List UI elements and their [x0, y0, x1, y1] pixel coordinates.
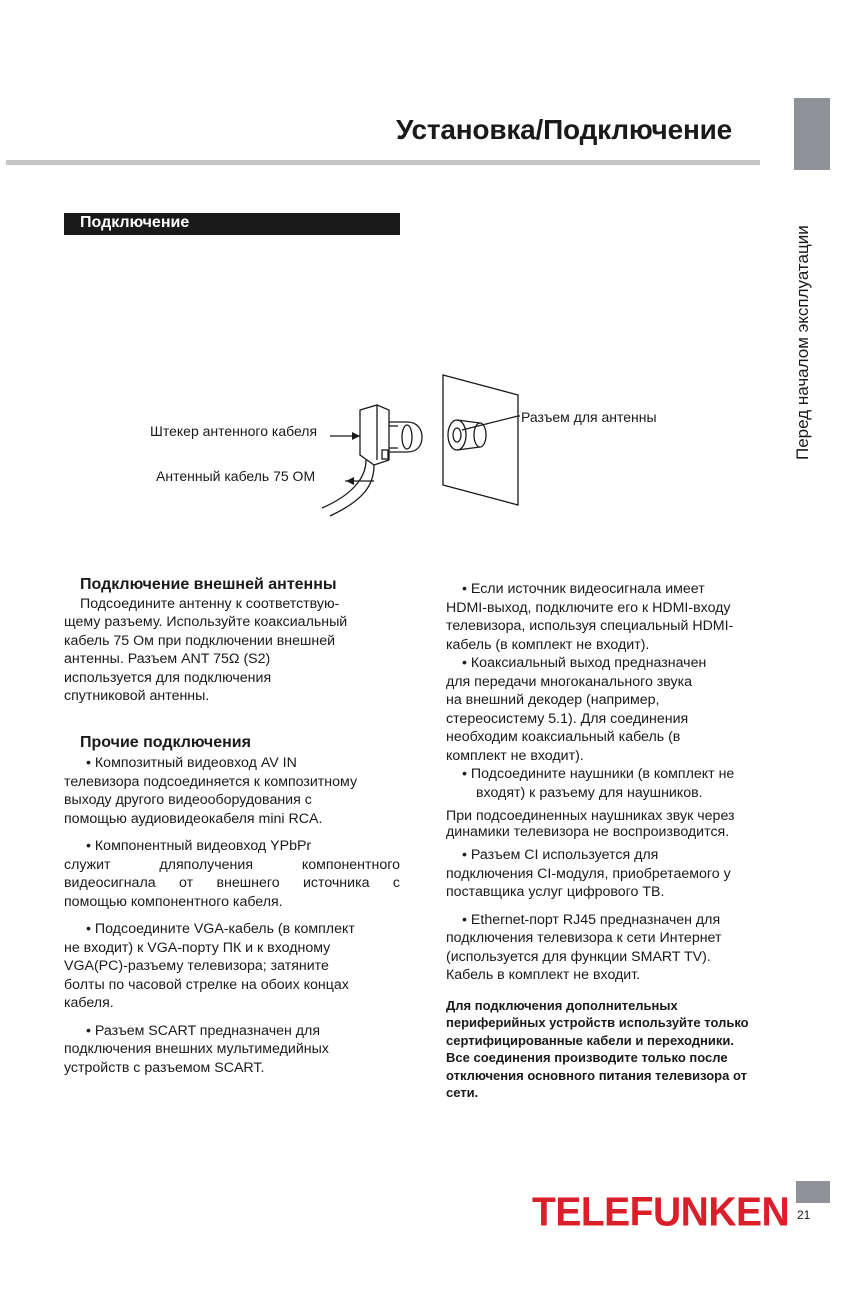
- coaxial-cable: [322, 460, 366, 508]
- right-column: • Если источник видеосигнала имеет HDMI-выход, подключите его к HDMI-входу телевизора, используя специальный HDMI- кабель (в комплект не входит). • Коаксиальный выход предназначен для передачи многоканального звука на внешний декодер (например, стереосистему 5.1). Для соединения необходим коаксиальный кабель (в комплект не входит). • Подсоедините наушники (в комплект не входят) к разъему для наушников. При подсоединенных наушниках звук через динамики телевизора не воспроизводится. • Разъем CI используется для подключения CI-модуля, приобретаемого у поставщика услуг цифрового ТВ. • Ethernet-порт RJ45 предназначен для подключения телевизора к сети Интернет (используется для функции SMART TV). Кабель в комплект не входит. Для подключения дополнительных периферийных устройств используйте только сертифицированные кабели и переходники. Все соединения производите только после отключения основного питания телевизора от сети.: [446, 580, 794, 1102]
- antenna-socket: [448, 420, 486, 450]
- other-connections-heading: Прочие подключения: [80, 733, 251, 751]
- antenna-plug: [360, 405, 422, 465]
- page-number: 21: [797, 1208, 811, 1222]
- page-number-tab: [796, 1181, 830, 1203]
- left-column: Подключение внешней антенны Подсоедините антенну к соответствую- щему разъему. Используйте коаксиальный кабель 75 Ом при подключении внешней антенны. Разъем ANT 75Ω (S2) используется для подключения спутниковой антенны. Прочие подключения • Композитный видеовход AV IN телевизора подсоединяется к композитному выходу другого видеооборудования с помощью аудиовидеокабеля mini RCA. • Компонентный видеовход YPbPr служит дляполучения компонентного видеосигнала от внешнего источника с помощью компонентного кабеля. • Подсоедините VGA-кабель (в комплект не входит) к VGA-порту ПК и к входному VGA(PC)-разъему телевизора; затяните болты по часовой стрелке на обоих концах кабеля. • Разъем SCART предназначен для подключения внешних мультимедийных устройств с разъемом SCART.: [64, 576, 400, 1076]
- side-tab-marker: [794, 98, 830, 170]
- warning-note: Для подключения дополнительных периферийных устройств используйте только сертифицированные кабели и переходники. Все соединения производите только после отключения основного питания телевизора от сети.: [446, 997, 749, 1100]
- header-divider: [6, 160, 760, 165]
- page-title: Установка/Подключение: [396, 114, 733, 145]
- plug-label: Штекер антенного кабеля: [150, 423, 318, 439]
- side-tab-label: Перед началом эксплуатации: [793, 225, 812, 460]
- section-title: Подключение: [80, 214, 190, 231]
- justified-line: служит дляполучения компонентного: [64, 856, 400, 873]
- socket-label: Разъем для антенны: [521, 409, 657, 425]
- section-title-bar: [64, 213, 400, 235]
- justified-line: видеосигнала от внешнего источника с: [64, 875, 400, 891]
- cable-label: Антенный кабель 75 ОМ: [156, 468, 316, 484]
- external-antenna-heading: Подключение внешней антенны: [80, 576, 337, 593]
- brand-logo: TELEFUNKEN: [532, 1189, 790, 1236]
- antenna-connection-diagram: [130, 360, 690, 530]
